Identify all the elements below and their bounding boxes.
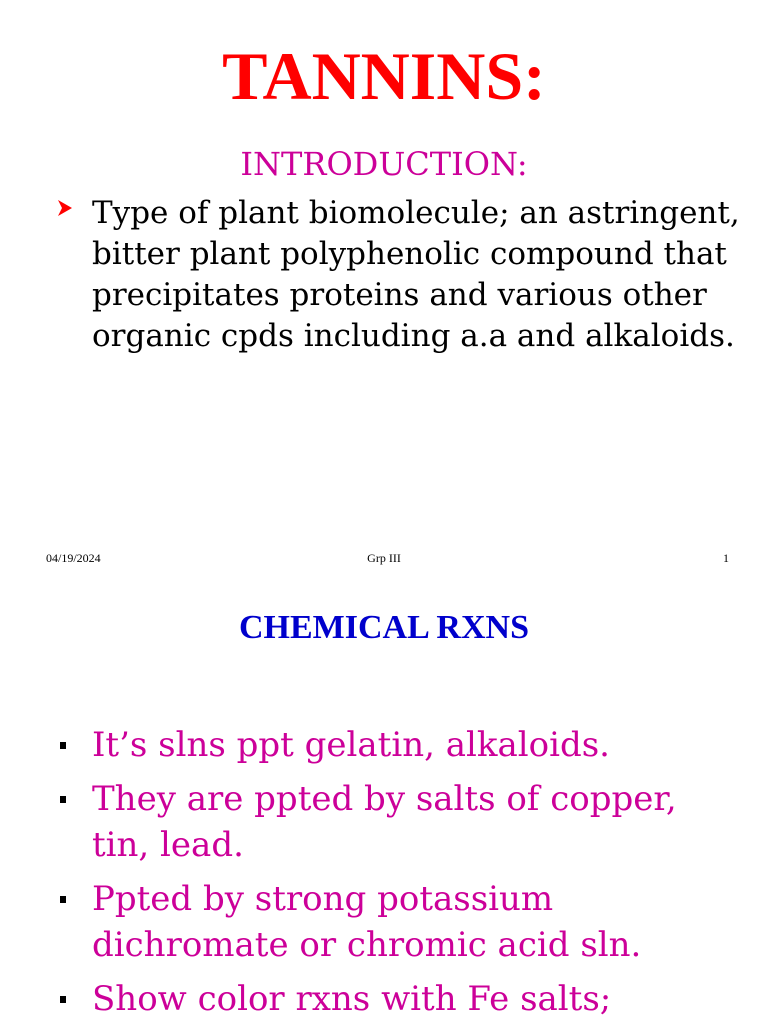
list-item-text: It’s slns ppt gelatin, alkaloids. — [92, 725, 610, 765]
square-bullet-icon — [60, 796, 66, 803]
square-bullet-icon — [60, 896, 66, 903]
list-item-text: Show color rxns with Fe salts; — [92, 979, 612, 1019]
list-item-text: They are ppted by salts of copper, tin, lead. — [92, 779, 677, 865]
footer-date: 04/19/2024 — [46, 551, 101, 565]
square-bullet-icon — [60, 742, 66, 749]
footer-center-text: Grp III — [367, 551, 401, 565]
arrowhead-bullet-icon — [58, 200, 72, 216]
list-item — [0, 776, 768, 868]
list-item — [0, 722, 768, 768]
list-item — [0, 976, 768, 1022]
bullet-list — [0, 722, 768, 1030]
page-number: 1 — [723, 551, 729, 565]
list-item — [0, 876, 768, 968]
slide-subtitle: INTRODUCTION: — [240, 145, 528, 183]
slide-title: TANNINS: — [222, 38, 546, 114]
square-bullet-icon — [60, 996, 66, 1003]
list-item-text: Ppted by strong potassium dichromate or chromic acid sln. — [92, 879, 642, 965]
intro-bullet-text: Type of plant biomolecule; an astringent, bitter plant polyphenolic compound that precipitates proteins and various other organic cpds including a.a and alkaloids. — [92, 195, 740, 354]
slide-title: CHEMICAL RXNS — [239, 609, 529, 646]
slide-2 — [0, 580, 768, 1024]
